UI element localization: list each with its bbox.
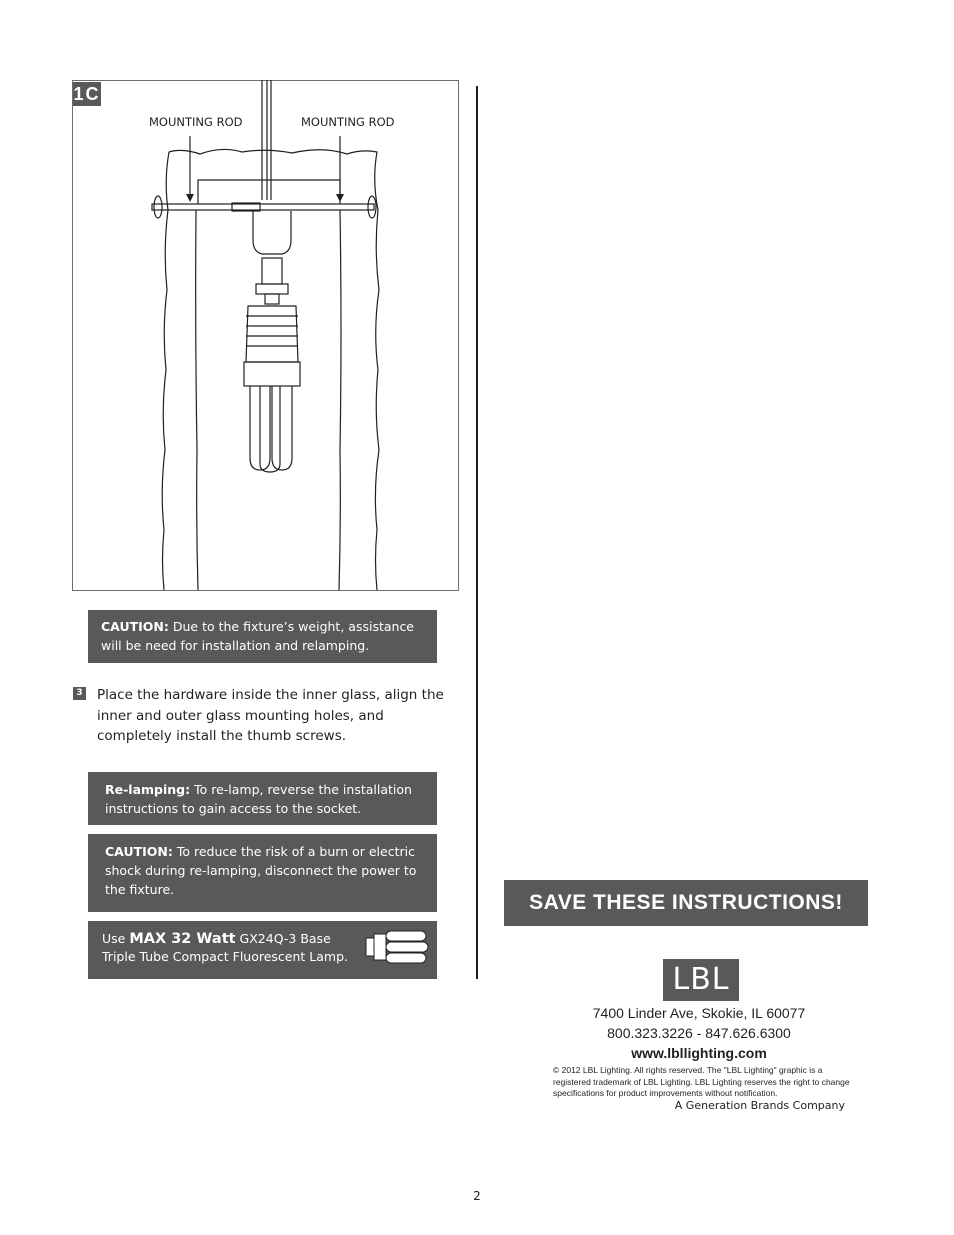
caution-weight-box bbox=[88, 610, 437, 663]
relamping-box bbox=[88, 772, 437, 825]
company-phones: 800.323.3226 - 847.626.6300 bbox=[607, 1025, 791, 1041]
cfl-lamp-icon bbox=[364, 928, 432, 966]
caution-burn-text: To reduce the risk of a burn or electric shock during re-lamping, disconnect the power to the fixture. bbox=[105, 844, 417, 897]
caution-burn-box bbox=[88, 834, 437, 912]
save-instructions-banner: SAVE THESE INSTRUCTIONS! bbox=[504, 880, 868, 926]
caution-weight-heading: CAUTION: bbox=[101, 619, 169, 634]
relamping-text: To re-lamp, reverse the installation instructions to gain access to the socket. bbox=[105, 782, 412, 816]
step-number: 3 bbox=[73, 687, 86, 700]
step-text: Place the hardware inside the inner glass, align the inner and outer glass mounting holes, and completely install the thumb screws. bbox=[97, 687, 444, 744]
lamp-wattage: MAX 32 Watt bbox=[129, 931, 236, 947]
parent-company: A Generation Brands Company bbox=[674, 1099, 845, 1112]
lamp-base: GX24Q-3 Base bbox=[235, 931, 331, 946]
callout-mounting-rod-left: MOUNTING ROD bbox=[149, 115, 243, 129]
company-website[interactable]: www.lbllighting.com bbox=[631, 1045, 767, 1061]
lamp-box bbox=[88, 921, 437, 979]
relamping-heading: Re-lamping: bbox=[105, 782, 191, 797]
figure-label: 1C bbox=[73, 84, 101, 104]
callout-mounting-rod-right: MOUNTING ROD bbox=[301, 115, 395, 129]
caution-burn-heading: CAUTION: bbox=[105, 844, 173, 859]
lamp-line-2: Triple Tube Compact Fluorescent Lamp. bbox=[102, 949, 349, 964]
fixture-illustration bbox=[72, 80, 459, 591]
legal-notice: © 2012 LBL Lighting. All rights reserved. The "LBL Lighting" graphic is a registered trademark of LBL Lighting. LBL Lighting reserves the right to change specifications for product improvements without notification. bbox=[553, 1065, 850, 1098]
column-divider bbox=[476, 86, 478, 979]
lbl-logo: LBL bbox=[663, 959, 739, 1001]
page-number: 2 bbox=[473, 1189, 481, 1203]
lamp-prefix: Use bbox=[102, 931, 130, 946]
company-address: 7400 Linder Ave, Skokie, IL 60077 bbox=[592, 1005, 806, 1021]
caution-weight-text: Due to the fixture’s weight, assistance will be need for installation and relamping. bbox=[101, 619, 415, 653]
